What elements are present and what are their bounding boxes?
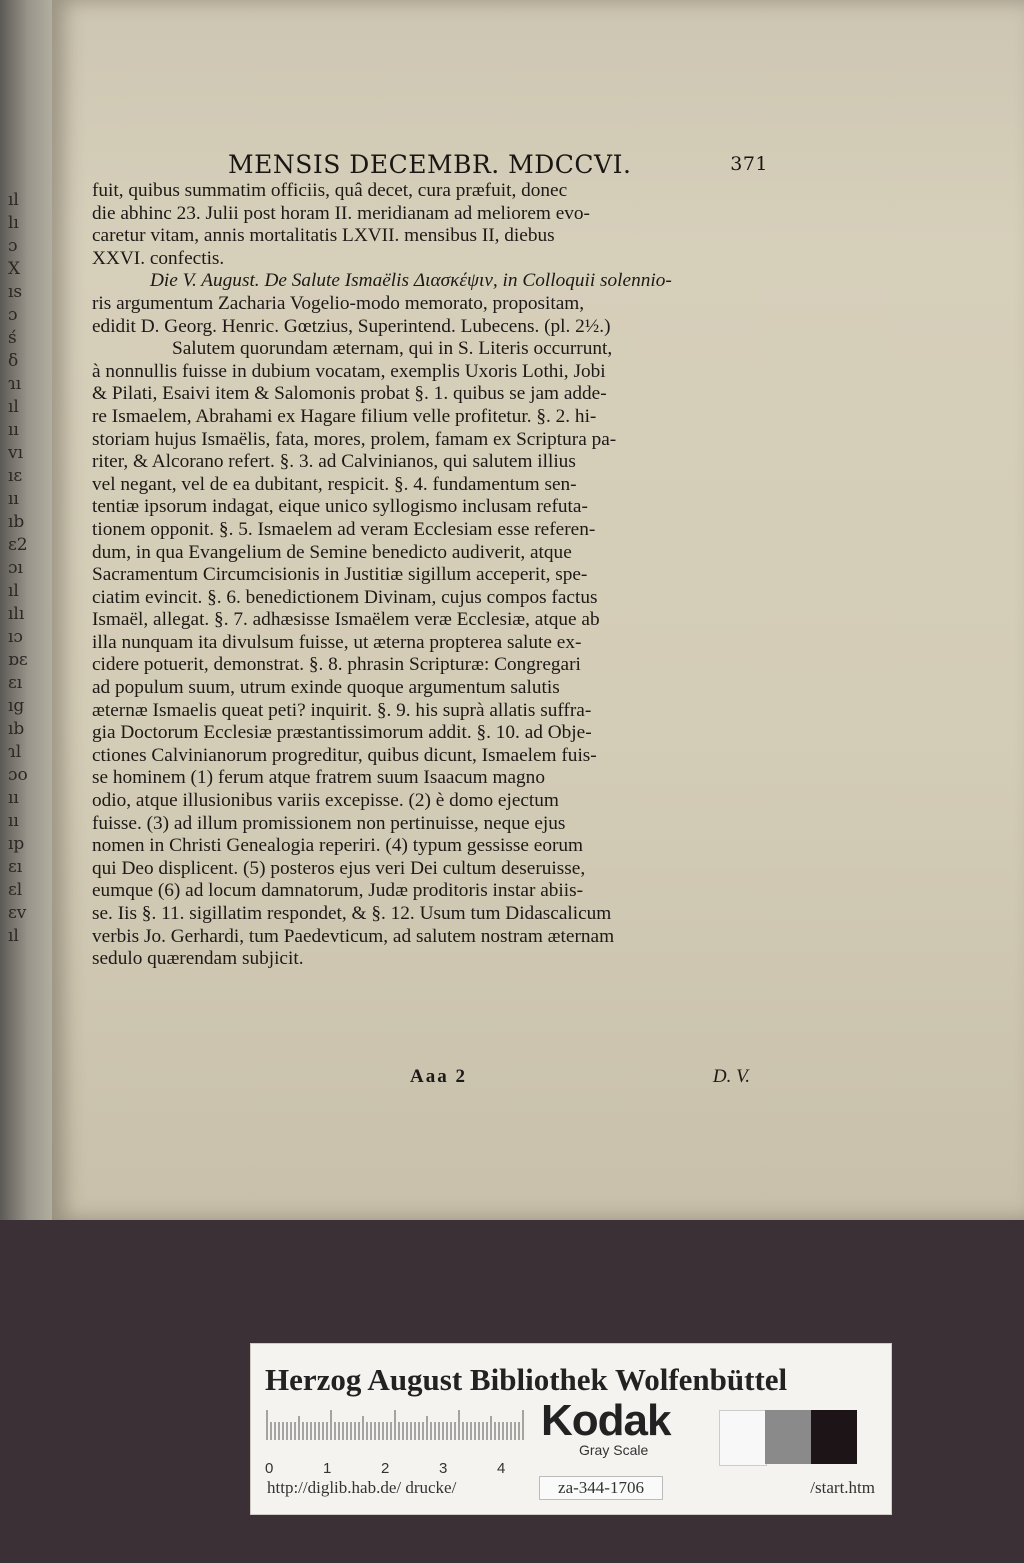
running-head-title: MENSIS DECEMBR. MDCCVI. xyxy=(228,150,632,179)
ruler-label: 0 xyxy=(265,1460,274,1477)
white-swatch xyxy=(719,1410,767,1466)
text-line: storiam hujus Ismaëlis, fata, mores, prolem, famam ex Scriptura pa- xyxy=(92,428,617,450)
url-prefix: http://diglib.hab.de/ drucke/ xyxy=(267,1478,457,1497)
url-suffix: /start.htm xyxy=(810,1478,875,1497)
adjacent-page-fragment: ıl xyxy=(8,190,19,210)
adjacent-page-fragment: ɔo xyxy=(8,765,28,785)
text-line: ctiones Calvinianorum progreditur, quibus dicunt, Ismaelem fuis- xyxy=(92,744,597,766)
text-line: Salutem quorundam æternam, qui in S. Literis occurrunt, xyxy=(172,338,613,360)
text-line: fuisse. (3) ad illum promissionem non pertinuisse, neque ejus xyxy=(92,812,566,834)
ruler-labels xyxy=(265,1460,535,1480)
adjacent-page-fragment: ıı xyxy=(8,788,19,808)
text-line: ad populum suum, utrum exinde quoque argumentum salutis xyxy=(92,677,560,699)
adjacent-page-fragment: ɔı xyxy=(8,558,23,578)
catchword: D. V. xyxy=(712,1066,750,1087)
adjacent-page-fragment: vı xyxy=(8,443,24,463)
text-line: tionem opponit. §. 5. Ismaelem ad veram Ecclesiam esse referen- xyxy=(92,518,596,540)
text-line: æternæ Ismaelis queat peti? inquirit. §. 9. his suprà allatis suffra- xyxy=(92,699,592,721)
adjacent-page-fragment: ɛı xyxy=(8,857,23,877)
kodak-logo: Kodak xyxy=(541,1396,671,1445)
shelfmark-code: za-344-1706 xyxy=(539,1476,663,1500)
adjacent-page-fragment: ıɔ xyxy=(8,627,23,647)
adjacent-page-fragment: ıb xyxy=(8,719,25,739)
text-line: ciatim evincit. §. 6. benedictionem Divinam, cujus compos factus xyxy=(92,586,598,608)
adjacent-page-fragment: ɒɛ xyxy=(8,650,28,670)
adjacent-page-edge xyxy=(0,0,58,1230)
text-line: caretur vitam, annis mortalitatis LXVII. mensibus II, diebus xyxy=(92,225,555,247)
body-text xyxy=(92,180,764,971)
text-line: fuit, quibus summatim officiis, quâ decet, cura præfuit, donec xyxy=(92,180,568,201)
text-line: re Ismaelem, Abrahami ex Hagare filium velle profitetur. §. 2. hi- xyxy=(92,405,597,427)
text-line: riter, & Alcorano refert. §. 3. ad Calvinianos, qui salutem illius xyxy=(92,451,576,473)
adjacent-page-fragment: ɿl xyxy=(8,742,22,762)
text-line: se hominem (1) ferum atque fratrem suum Isaacum magno xyxy=(92,767,545,789)
gray-swatches xyxy=(719,1410,859,1464)
adjacent-page-fragment: ś xyxy=(8,328,17,348)
text-line: vel negant, vel de ea dubitant, respicit. §. 4. fundamentum sen- xyxy=(92,473,577,495)
text-line: edidit D. Georg. Henric. Gœtzius, Superintend. Lubecens. (pl. 2½.) xyxy=(92,315,611,337)
ruler-label: 1 xyxy=(323,1460,332,1477)
book-page xyxy=(52,0,1024,1220)
text-line: se. Iis §. 11. sigillatim respondet, & §. 12. Usum tum Didascalicum xyxy=(92,903,612,924)
black-swatch xyxy=(811,1410,857,1464)
adjacent-page-fragment: ɛv xyxy=(8,903,27,923)
scale-ruler xyxy=(265,1410,535,1477)
adjacent-page-fragment: ıl xyxy=(8,397,19,417)
text-line: Sacramentum Circumcisionis in Justitiæ sigillum acceperit, spe- xyxy=(92,564,588,586)
adjacent-page-fragment: ıp xyxy=(8,834,25,854)
text-line: gia Doctorum Ecclesiæ præstantissimorum addit. §. 10. ad Obje- xyxy=(92,722,592,744)
text-line: illa nunquam ita divulsum fuisse, ut æterna propterea salute ex- xyxy=(92,631,582,653)
adjacent-page-fragment: ıı xyxy=(8,811,19,831)
text-line: dum, in qua Evangelium de Semine benedicto audiverit, atque xyxy=(92,541,572,563)
text-line: ris argumentum Zacharia Vogelio-modo memorato, propositam, xyxy=(92,292,585,314)
text-line: Ismaël, allegat. §. 7. adhæsisse Ismaëlem veræ Ecclesiæ, atque ab xyxy=(92,609,600,631)
adjacent-page-fragment: ıɛ xyxy=(8,466,23,486)
adjacent-page-fragment: ıl xyxy=(8,581,19,601)
adjacent-page-fragment: ɔ xyxy=(8,305,18,325)
text-line: nomen in Christi Genealogia reperiri. (4) typum gessisse eorum xyxy=(92,835,584,857)
text-line: die abhinc 23. Julii post horam II. meridianam ad meliorem evo- xyxy=(92,202,590,224)
ruler-label: 3 xyxy=(439,1460,448,1477)
adjacent-page-fragment: ɛl xyxy=(8,880,23,900)
adjacent-page-fragment: ẟ xyxy=(8,351,19,371)
adjacent-page-fragment: ɛı xyxy=(8,673,23,693)
text-line: odio, atque illusionibus variis excepisse. (2) è domo ejectum xyxy=(92,790,559,812)
ruler-ticks xyxy=(265,1410,535,1440)
gray-scale-label: Gray Scale xyxy=(579,1442,649,1458)
adjacent-page-fragment: ɔ xyxy=(8,236,18,256)
text-line: verbis Jo. Gerhardi, tum Paedevticum, ad salutem nostram æternam xyxy=(92,925,615,947)
adjacent-page-fragment: ıb xyxy=(8,512,25,532)
text-line: & Pilati, Esaivi item & Salomonis probat §. 1. quibus se jam adde- xyxy=(92,383,607,405)
adjacent-page-fragment: ıl xyxy=(8,926,19,946)
adjacent-page-fragment: X xyxy=(8,259,21,279)
text-line: XXVI. confectis. xyxy=(92,247,225,269)
text-line: Die V. August. De Salute Ismaëlis Διασκέψιν, in Colloquii solennio- xyxy=(150,270,672,292)
library-name: Herzog August Bibliothek Wolfenbüttel xyxy=(265,1362,788,1397)
adjacent-page-fragment: ıg xyxy=(8,696,25,716)
adjacent-page-fragment: ıı xyxy=(8,489,19,509)
ruler-label: 4 xyxy=(497,1460,506,1477)
signature-mark: Aaa 2 xyxy=(410,1066,467,1087)
color-calibration-bar xyxy=(250,1343,892,1515)
adjacent-page-fragment: lı xyxy=(8,213,19,233)
page-footer xyxy=(410,1066,750,1092)
text-line: qui Deo displicent. (5) posteros ejus veri Dei cultum deseruisse, xyxy=(92,857,586,879)
adjacent-page-fragment: ɿı xyxy=(8,374,22,394)
text-line: sedulo quærendam subjicit. xyxy=(92,948,304,970)
page-number: 371 xyxy=(730,153,768,175)
text-line: à nonnullis fuisse in dubium vocatam, exemplis Uxoris Lothi, Jobi xyxy=(92,360,606,382)
adjacent-page-fragment: ılı xyxy=(8,604,25,624)
text-line: tentiæ ipsorum indagat, eique unico syllogismo inclusam refuta- xyxy=(92,496,588,518)
adjacent-page-fragment: ıs xyxy=(8,282,23,302)
text-line: cidere potuerit, demonstrat. §. 8. phrasin Scripturæ: Congregari xyxy=(92,654,581,676)
adjacent-page-fragment: ıı xyxy=(8,420,19,440)
gray-swatch xyxy=(765,1410,811,1464)
text-line: eumque (6) ad locum damnatorum, Judæ proditoris instar abiis- xyxy=(92,880,584,902)
adjacent-page-fragment: ɛ2 xyxy=(8,535,28,555)
ruler-label: 2 xyxy=(381,1460,390,1477)
